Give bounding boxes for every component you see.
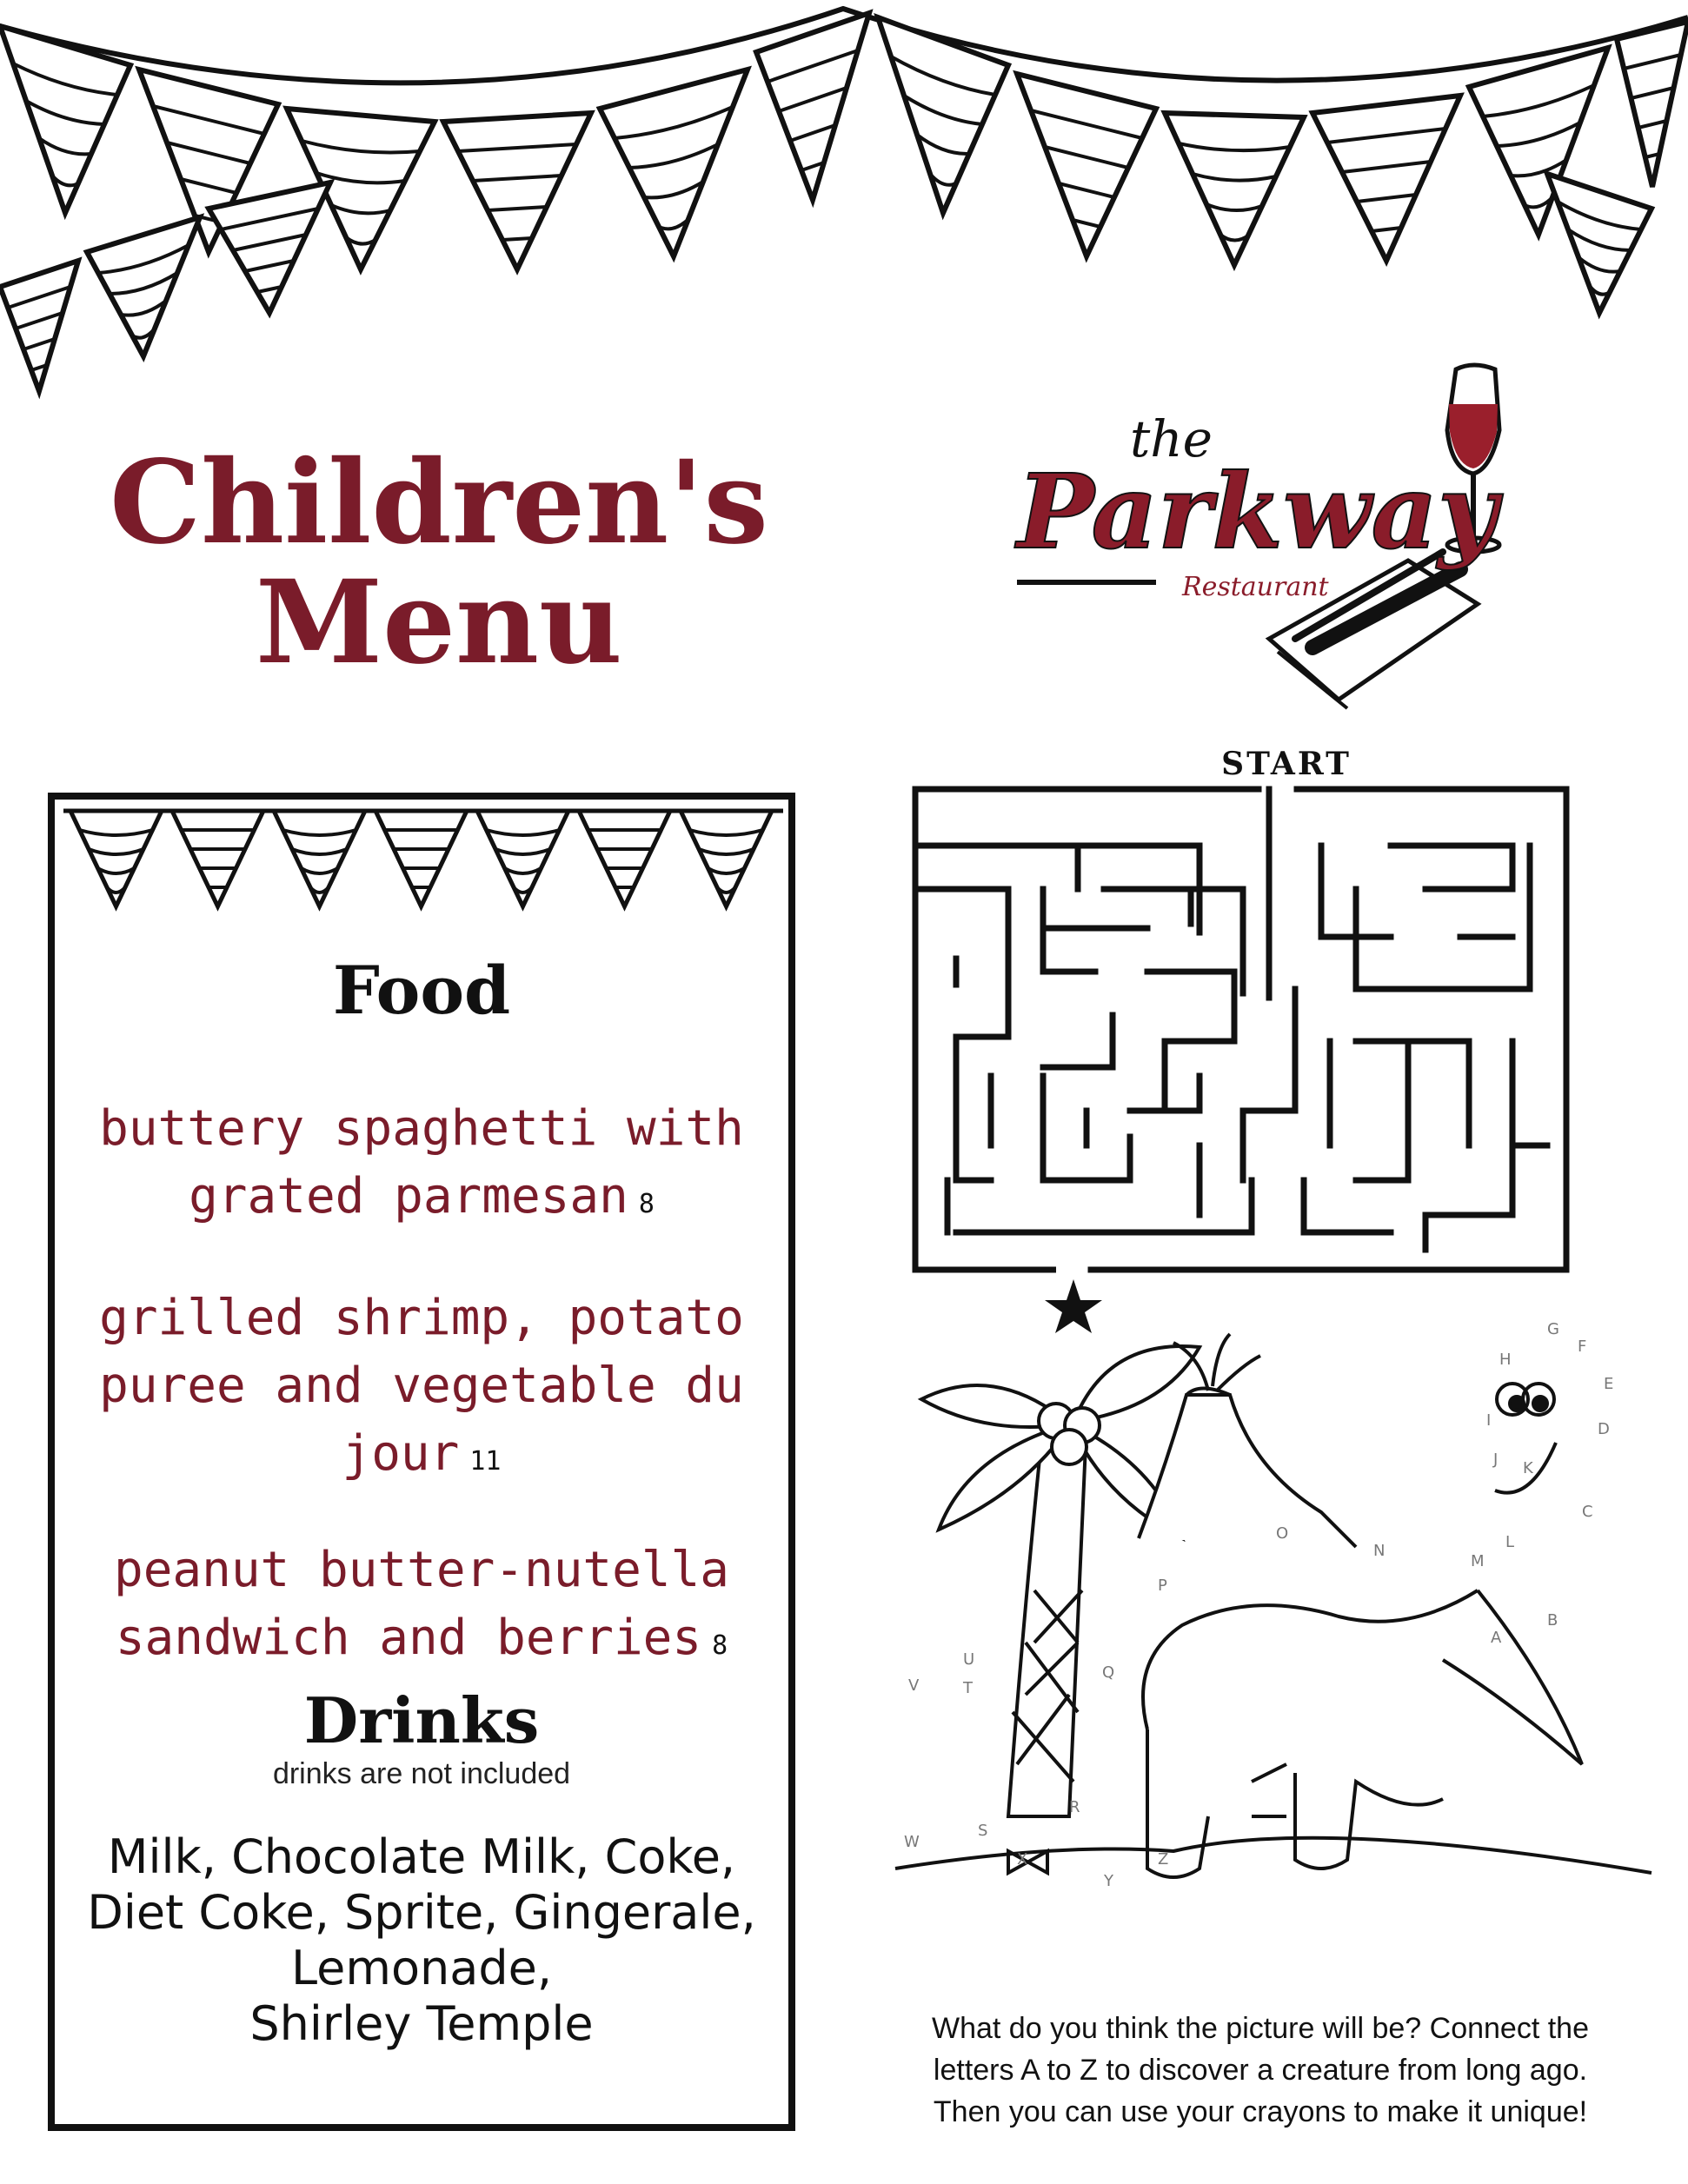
dot-letter: E: [1604, 1375, 1614, 1393]
bunting-flag: [579, 811, 670, 906]
bunting-flag: [756, 13, 869, 200]
dot-letter: D: [1598, 1420, 1610, 1438]
dot-letter: J: [1493, 1450, 1499, 1469]
puzzle-caption: [878, 2008, 1643, 2133]
bunting-flag: [1165, 113, 1304, 265]
bunting-flag: [1617, 22, 1688, 187]
bunting-flag: [0, 261, 78, 391]
dot-to-dot-picture: [887, 1320, 1651, 1938]
maze-start-label: START: [1221, 746, 1352, 782]
bunting-flag: [209, 183, 330, 313]
dot-letter: G: [1547, 1320, 1559, 1338]
maze-finish-star-icon: [1045, 1279, 1102, 1333]
menu-item-name-line: sandwich and berries: [115, 1610, 702, 1666]
dot-letter: F: [1578, 1338, 1587, 1356]
dot-letter: W: [904, 1833, 920, 1851]
drinks-line: Shirley Temple: [249, 1996, 594, 2051]
box-bunting-decoration: [63, 807, 783, 919]
logo-subtitle: Restaurant: [1182, 572, 1329, 602]
menu-item-sandwich: [81, 1537, 762, 1680]
logo-the: the: [1130, 409, 1213, 468]
bunting-flag: [1313, 96, 1460, 261]
caption-line: letters A to Z to discover a creature from long ago.: [933, 2054, 1588, 2087]
drinks-heading: Drinks: [303, 1683, 540, 1757]
drinks-list: [81, 1829, 762, 2052]
menu-item-price: 11: [469, 1446, 502, 1477]
dot-letter: Z: [1158, 1850, 1169, 1869]
caption-line: What do you think the picture will be? Connect the: [932, 2012, 1589, 2045]
dot-letter: X: [1017, 1850, 1028, 1869]
dot-letter: R: [1069, 1798, 1080, 1816]
menu-item-name-line: jour: [342, 1425, 460, 1482]
bunting-decoration: [0, 0, 1688, 408]
menu-box: [48, 793, 795, 2131]
dot-letter: S: [978, 1822, 988, 1840]
dot-letter: M: [1471, 1552, 1485, 1570]
bunting-flag: [1017, 74, 1156, 256]
dot-letter: L: [1505, 1533, 1515, 1551]
bunting-flag: [172, 811, 263, 906]
dot-letter: P: [1158, 1577, 1167, 1595]
dot-letter: B: [1547, 1611, 1558, 1630]
dot-letter: T: [963, 1679, 973, 1697]
menu-item-name-line: peanut butter-nutella: [113, 1542, 729, 1598]
logo-name: Parkway: [1017, 451, 1498, 572]
parkway-logo: [1008, 352, 1530, 717]
dot-letter: N: [1373, 1542, 1386, 1560]
title-line-2: Menu: [255, 555, 623, 690]
drinks-line: Lemonade,: [291, 1941, 552, 1995]
dot-letter: K: [1523, 1459, 1533, 1477]
food-heading: Food: [332, 952, 511, 1029]
drinks-note: drinks are not included: [272, 1757, 571, 1790]
menu-item-name-line: grated parmesan: [189, 1168, 628, 1225]
caption-line: Then you can use your crayons to make it unique!: [933, 2095, 1588, 2128]
page-title: [78, 435, 800, 690]
menu-item-price: 8: [638, 1189, 655, 1219]
dot-letter: V: [908, 1676, 920, 1695]
maze-puzzle: [904, 780, 1582, 1337]
drinks-line: Diet Coke, Sprite, Gingerale,: [87, 1885, 756, 1940]
menu-item-price: 8: [712, 1630, 728, 1661]
menu-item-spaghetti: [81, 1095, 762, 1238]
dot-letter: H: [1499, 1351, 1512, 1369]
dot-letter: A: [1491, 1629, 1502, 1647]
menu-item-shrimp: [81, 1285, 762, 1496]
dot-letter: U: [963, 1650, 975, 1669]
dot-letter: C: [1582, 1503, 1593, 1521]
dot-letter: I: [1486, 1411, 1492, 1430]
title-line-1: Children's: [110, 435, 768, 570]
menu-item-name-line: puree and vegetable du: [99, 1358, 744, 1414]
menu-item-name-line: grilled shrimp, potato: [99, 1290, 744, 1346]
dot-letter: Q: [1102, 1663, 1115, 1682]
dot-letter: O: [1276, 1524, 1289, 1543]
bunting-flag: [443, 113, 591, 269]
drinks-line: Milk, Chocolate Milk, Coke,: [107, 1829, 736, 1884]
bunting-flag: [375, 811, 467, 906]
dot-letter: Y: [1104, 1872, 1113, 1890]
menu-item-name-line: buttery spaghetti with: [99, 1100, 744, 1157]
